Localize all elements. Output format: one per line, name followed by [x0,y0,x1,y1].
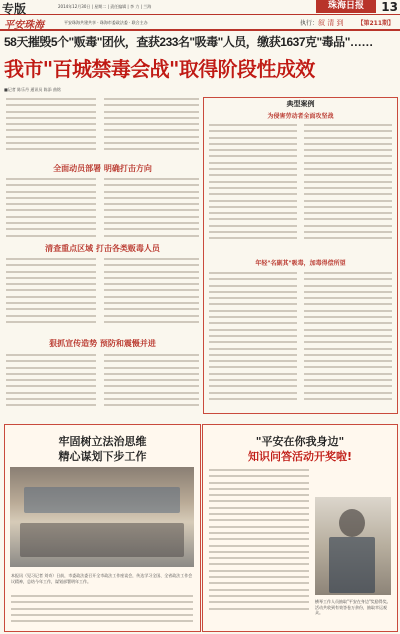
meeting-caption: 本报讯（见习记者 刘奇）日前，市委政法委召开全市政法工作座谈会，传达学习全国、全省政法工作会议精神，总结今年工作，谋划部署明年工作。 [11,573,193,584]
page-number: 13 [381,0,398,14]
subhead-inspect: 清查重点区域 打击各类贩毒人员 [45,244,160,253]
article-headline: 我市"百城禁毒会战"取得阶段性成效 [4,57,315,81]
body-text-block [6,178,96,238]
issue-line: 2014年12月30日 | 星期二 | 责任编辑 | 李 力 | 兰海 [58,4,152,9]
body-text-block [104,354,199,412]
case-text-block [304,272,392,407]
column-slogan: 平安珠海共建共享 · 珠海市委政法委 · 联合主办 [64,20,148,25]
section-tag: 专版 [2,2,27,16]
body-text-block [104,98,199,158]
subhead-mobilize: 全面动员部署 明确打击方向 [53,164,152,173]
top-header [0,0,400,15]
body-text-block [6,98,96,158]
quiz-text-block [209,469,309,619]
quiz-photo [315,497,391,595]
body-text-block [6,354,96,412]
meeting-headline-1: 牢固树立法治思维 [58,435,147,448]
article-byline: ■记者 陈乐丹 通讯员 陈添 曲铭 [4,87,61,92]
column-issue: 【第211期】 [357,20,394,27]
column-editor [300,18,343,28]
quiz-headline-1: "平安在你我身边" [255,435,345,448]
case-text-block [209,124,297,244]
editor-name: 叙 清 到 [318,19,344,27]
typical-cases-title: 典型案例 [286,100,315,108]
body-text-block [104,178,199,238]
typical-cases-box [203,97,398,414]
quiz-headline-2: 知识问答活动开奖啦! [247,450,353,463]
column-band [0,15,400,31]
masthead-logo: 珠海日报 [316,0,376,13]
body-text-block [6,258,96,326]
quiz-story-box [202,424,398,632]
case-subhead-2: 年轻"名副其"吸毒，加毒得偿所望 [255,260,346,267]
meeting-story-box [4,424,201,632]
case-text-block [304,124,392,244]
meeting-text-block [11,595,193,627]
case-subhead-1: 为侵害劳动者全面攻坚战 [267,113,334,120]
case-text-block [209,272,297,407]
meeting-headline-2: 精心谋划下步工作 [58,450,147,463]
column-logo: 平安珠海 [4,20,44,31]
editor-label: 执行： [300,20,319,27]
quiz-caption: 横琴工作人员抽取"平安在身边"奖励得奖。活动共收到有效答卷万余份，抽取幸运观众。 [315,599,391,615]
subhead-publicity: 狠抓宣传造势 预防和震慑并进 [49,339,156,348]
body-text-block [104,258,199,326]
article-kicker: 58天摧毁5个"贩毒"团伙，查获233名"吸毒"人员，缴获1637克"毒品"…… [4,35,373,49]
meeting-photo [10,467,194,567]
